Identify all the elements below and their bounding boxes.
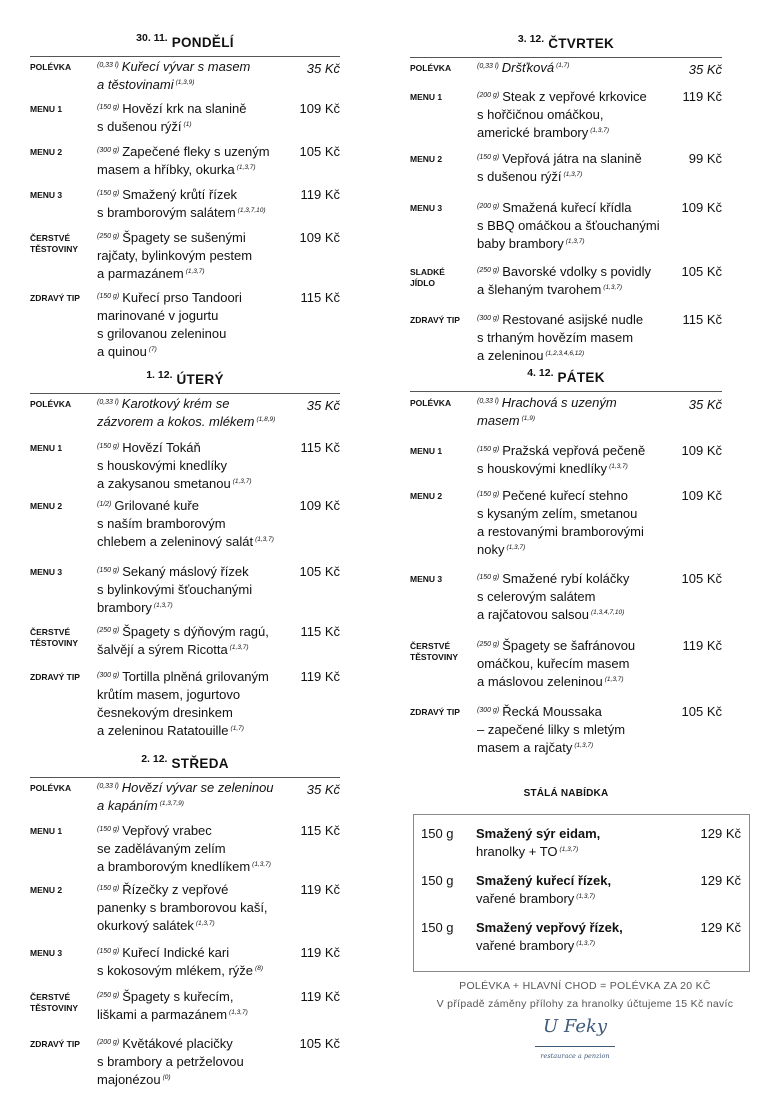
dish-line: Hovězí vývar se zeleninou xyxy=(121,780,274,795)
day-name: PONDĚLÍ xyxy=(171,35,234,50)
standing-price: 129 Kč xyxy=(700,920,741,935)
dish-description xyxy=(477,637,667,691)
dish-line: Hrachová s uzeným xyxy=(501,395,617,410)
day-date: 3. 12. xyxy=(517,33,545,45)
allergens: (1,3,9) xyxy=(175,79,195,86)
dish-line: krůtím masem, jogurtovo xyxy=(97,687,241,702)
day-header-wed xyxy=(30,755,340,773)
allergens: (1,3,7) xyxy=(563,171,583,178)
dish-line: masem xyxy=(477,413,520,428)
dish-line: masem a rajčaty xyxy=(477,740,573,755)
standing-dish-side: vařené brambory xyxy=(476,938,575,953)
dish-description xyxy=(477,199,667,253)
dish-line: s bramborovým salátem xyxy=(97,205,236,220)
dish-description xyxy=(97,186,287,222)
standing-dish xyxy=(476,825,676,861)
day-date: 1. 12. xyxy=(146,369,173,381)
dish-description xyxy=(97,944,287,980)
dish-line: chlebem a zeleninový salát xyxy=(97,534,254,549)
dish-line: majonézou xyxy=(97,1072,161,1087)
dish-line: masem a hříbky, okurka xyxy=(97,162,235,177)
menu-price: 109 Kč xyxy=(299,498,340,513)
dish-line: Zapečené fleky s uzeným xyxy=(122,144,270,159)
menu-category: POLÉVKA xyxy=(410,398,452,408)
dish-line: omáčkou, kuřecím masem xyxy=(477,656,630,671)
dish-line: Vepřový vrabec xyxy=(122,823,212,838)
dish-line: Řízečky z vepřové xyxy=(122,882,229,897)
dish-line: marinované v jogurtu xyxy=(97,308,219,323)
menu-price: 35 Kč xyxy=(306,782,340,797)
dish-description xyxy=(97,881,287,935)
menu-category: MENU 3 xyxy=(30,948,63,958)
standing-dish-name: Smažený sýr eidam, xyxy=(476,826,601,841)
dish-line: a těstovinami xyxy=(97,77,174,92)
portion-size: (300 g) xyxy=(97,672,120,679)
menu-category: ZDRAVÝ TIP xyxy=(410,707,460,717)
standing-dish-name: Smažený vepřový řízek, xyxy=(476,920,623,935)
day-name: ÚTERÝ xyxy=(176,372,224,387)
menu-price: 109 Kč xyxy=(681,200,722,215)
dish-line: s kokosovým mlékem, rýže xyxy=(97,963,254,978)
dish-line: česnekovým dresinkem xyxy=(97,705,233,720)
dish-line: Karotkový krém se xyxy=(121,396,230,411)
menu-category: ZDRAVÝ TIP xyxy=(410,315,460,325)
dish-description xyxy=(97,229,287,283)
allergens: (7) xyxy=(148,346,157,353)
menu-price: 115 Kč xyxy=(300,290,340,305)
allergens: (1,3,7) xyxy=(232,478,252,485)
dish-line: s houskovými knedlíky xyxy=(477,461,608,476)
dish-line: Hovězí krk na slanině xyxy=(122,101,247,116)
portion-size: (150 g) xyxy=(477,446,500,453)
dish-line: s brambory a petrželovou xyxy=(97,1054,244,1069)
dish-line: s kysaným zelím, smetanou xyxy=(477,506,638,521)
allergens: (1,9) xyxy=(521,415,535,422)
dish-line: Hovězí Tokáň xyxy=(122,440,201,455)
dish-description xyxy=(97,779,287,815)
menu-price: 105 Kč xyxy=(299,1036,340,1051)
portion-size: (150 g) xyxy=(97,567,120,574)
menu-category: ČERSTVÉ TĚSTOVINY xyxy=(30,233,79,254)
portion-size: (0,33 l) xyxy=(477,63,499,70)
allergens: (1,3,7) xyxy=(229,1009,248,1016)
portion-size: (0,33 l) xyxy=(97,62,119,69)
dish-line: Smažený krůtí řízek xyxy=(122,187,238,202)
logo-tagline: restaurace a penzion xyxy=(540,1052,610,1060)
dish-line: s dušenou rýží xyxy=(477,169,562,184)
day-name: ČTVRTEK xyxy=(548,36,615,51)
dish-description xyxy=(477,263,667,299)
standing-price: 129 Kč xyxy=(700,826,741,841)
divider xyxy=(410,391,722,392)
menu-category: MENU 3 xyxy=(30,190,63,200)
dish-line: a quinou xyxy=(97,344,147,359)
portion-size: (150 g) xyxy=(97,885,120,892)
menu-category: ČERSTVÉ TĚSTOVINY xyxy=(30,627,79,648)
allergens: (1,3,7) xyxy=(559,846,579,853)
menu-category: POLÉVKA xyxy=(30,399,72,409)
menu-category: MENU 1 xyxy=(410,92,443,102)
menu-category: POLÉVKA xyxy=(30,62,72,72)
portion-size: (150 g) xyxy=(97,104,120,111)
divider xyxy=(30,393,340,394)
menu-category: MENU 1 xyxy=(30,826,63,836)
portion-size: (150 g) xyxy=(97,190,120,197)
dish-line: a restovanými bramborovými xyxy=(477,524,644,539)
menu-category: MENU 2 xyxy=(30,885,63,895)
menu-category: SLADKÉ JÍDLO xyxy=(410,267,445,288)
allergens: (0) xyxy=(162,1074,171,1081)
dish-line: Steak z vepřové krkovice xyxy=(502,89,647,104)
dish-line: baby brambory xyxy=(477,236,564,251)
allergens: (1) xyxy=(183,121,192,128)
allergens: (1,2,3,4,6,12) xyxy=(545,350,585,357)
allergens: (1,3,7) xyxy=(153,602,173,609)
restaurant-logo xyxy=(525,1016,625,1072)
dish-line: Špagety s dýňovým ragú, xyxy=(122,624,269,639)
standing-weight: 150 g xyxy=(421,826,454,841)
portion-size: (150 g) xyxy=(477,574,500,581)
menu-price: 109 Kč xyxy=(299,101,340,116)
portion-size: (250 g) xyxy=(477,641,500,648)
standing-offer-title: STÁLÁ NABÍDKA xyxy=(523,788,609,799)
dish-line: liškami a parmazánem xyxy=(97,1007,228,1022)
dish-line: s BBQ omáčkou a šťouchanými xyxy=(477,218,660,233)
divider xyxy=(30,56,340,57)
portion-size: (300 g) xyxy=(97,147,120,154)
dish-line: šalvějí a sýrem Ricotta xyxy=(97,642,228,657)
portion-size: (150 g) xyxy=(477,154,500,161)
dish-description xyxy=(477,570,667,624)
allergens: (1,3,7) xyxy=(604,676,624,683)
menu-price: 35 Kč xyxy=(306,398,340,413)
allergens: (1,3,7) xyxy=(603,284,623,291)
dish-line: Grilované kuře xyxy=(114,498,199,513)
dish-line: a zeleninou Ratatouille xyxy=(97,723,229,738)
dish-line: s houskovými knedlíky xyxy=(97,458,228,473)
standing-dish xyxy=(476,872,676,908)
dish-line: s grilovanou zeleninou xyxy=(97,326,227,341)
menu-price: 109 Kč xyxy=(299,230,340,245)
menu-category: ZDRAVÝ TIP xyxy=(30,672,80,682)
menu-category: MENU 2 xyxy=(30,147,63,157)
portion-size: (250 g) xyxy=(97,627,120,634)
dish-line: Špagety se šafránovou xyxy=(502,638,636,653)
dish-line: Kuřecí prso Tandoori xyxy=(122,290,242,305)
dish-line: okurkový salátek xyxy=(97,918,194,933)
portion-size: (150 g) xyxy=(97,948,120,955)
portion-size: (0,33 l) xyxy=(97,783,119,790)
dish-line: noky xyxy=(477,542,505,557)
dish-line: Kuřecí Indické kari xyxy=(122,945,230,960)
portion-size: (300 g) xyxy=(477,315,500,322)
menu-category: MENU 3 xyxy=(410,203,443,213)
dish-description xyxy=(477,59,667,77)
menu-price: 105 Kč xyxy=(681,704,722,719)
portion-size: (250 g) xyxy=(97,992,120,999)
dish-line: Špagety s kuřecím, xyxy=(122,989,234,1004)
menu-price: 115 Kč xyxy=(682,312,722,327)
day-header-mon xyxy=(30,34,340,52)
menu-category: MENU 2 xyxy=(410,154,443,164)
menu-price: 115 Kč xyxy=(300,624,340,639)
dish-line: – zapečené lilky s mletým xyxy=(477,722,626,737)
allergens: (1,3,7) xyxy=(252,861,271,868)
portion-size: (300 g) xyxy=(477,707,500,714)
menu-price: 35 Kč xyxy=(688,397,722,412)
menu-price: 105 Kč xyxy=(681,264,722,279)
menu-category: ČERSTVÉ TĚSTOVINY xyxy=(30,992,79,1013)
day-name: STŘEDA xyxy=(171,756,229,771)
menu-category: POLÉVKA xyxy=(410,63,452,73)
dish-description xyxy=(97,623,287,659)
menu-price: 115 Kč xyxy=(300,440,340,455)
dish-line: Bavorské vdolky s povidly xyxy=(502,264,652,279)
dish-line: a šlehaným tvarohem xyxy=(477,282,602,297)
menu-price: 105 Kč xyxy=(299,144,340,159)
portion-size: (200 g) xyxy=(477,92,500,99)
portion-size: (250 g) xyxy=(97,233,120,240)
standing-offer-box xyxy=(413,814,750,972)
standing-weight: 150 g xyxy=(421,873,454,888)
dish-description xyxy=(97,668,287,740)
dish-description xyxy=(477,150,667,186)
dish-line: a bramborovým knedlíkem xyxy=(97,859,251,874)
menu-category: MENU 3 xyxy=(30,567,63,577)
portion-size: (1/2) xyxy=(97,501,112,508)
dish-description xyxy=(97,439,287,493)
dish-line: s hořčičnou omáčkou, xyxy=(477,107,604,122)
menu-price: 35 Kč xyxy=(306,61,340,76)
allergens: (1,3,7,10) xyxy=(237,207,266,214)
allergens: (1,3,7) xyxy=(229,644,249,651)
fries-note: V případě záměny přílohy za hranolky účtujeme 15 Kč navíc xyxy=(436,998,734,1010)
dish-line: a zakysanou smetanou xyxy=(97,476,231,491)
allergens: (1,7) xyxy=(556,62,570,69)
dish-line: Pečené kuřecí stehno xyxy=(502,488,628,503)
day-date: 4. 12. xyxy=(527,367,554,379)
menu-price: 109 Kč xyxy=(681,443,722,458)
portion-size: (150 g) xyxy=(97,443,120,450)
dish-description xyxy=(477,311,667,365)
dish-line: Smažená kuřecí křídla xyxy=(502,200,632,215)
dish-line: brambory xyxy=(97,600,152,615)
menu-price: 99 Kč xyxy=(688,151,722,166)
menu-category: MENU 3 xyxy=(410,574,443,584)
dish-line: a rajčatovou salsou xyxy=(477,607,590,622)
dish-description xyxy=(97,988,287,1024)
menu-price: 119 Kč xyxy=(300,882,340,897)
menu-price: 105 Kč xyxy=(681,571,722,586)
portion-size: (0,33 l) xyxy=(477,398,499,405)
dish-line: Tortilla plněná grilovaným xyxy=(122,669,269,684)
dish-description xyxy=(97,395,287,431)
menu-category: MENU 2 xyxy=(410,491,443,501)
dish-line: Sekaný máslový řízek xyxy=(122,564,249,579)
dish-line: Špagety se sušenými xyxy=(122,230,246,245)
standing-dish xyxy=(476,919,676,955)
menu-category: ZDRAVÝ TIP xyxy=(30,1039,80,1049)
dish-description xyxy=(477,442,667,478)
menu-category: MENU 1 xyxy=(30,104,63,114)
day-header-fri xyxy=(410,369,722,387)
dish-line: a kapáním xyxy=(97,798,158,813)
allergens: (8) xyxy=(255,965,263,972)
dish-line: a parmazánem xyxy=(97,266,184,281)
menu-price: 105 Kč xyxy=(299,564,340,579)
day-name: PÁTEK xyxy=(557,370,605,385)
allergens: (1,3,7) xyxy=(506,544,526,551)
divider xyxy=(30,777,340,778)
dish-line: a zeleninou xyxy=(477,348,544,363)
allergens: (1,3,7) xyxy=(609,463,628,470)
dish-line: panenky s bramborovou kaší, xyxy=(97,900,268,915)
dish-description xyxy=(477,703,667,757)
menu-price: 119 Kč xyxy=(300,187,340,202)
portion-size: (250 g) xyxy=(477,267,500,274)
dish-description xyxy=(97,100,287,136)
combo-note: POLÉVKA + HLAVNÍ CHOD = POLÉVKA ZA 20 KČ xyxy=(459,980,711,992)
dish-description xyxy=(97,497,287,551)
dish-description xyxy=(97,58,287,94)
dish-description xyxy=(97,143,287,179)
dish-line: s bylinkovými šťouchanými xyxy=(97,582,253,597)
standing-weight: 150 g xyxy=(421,920,454,935)
menu-category: POLÉVKA xyxy=(30,783,72,793)
dish-line: se zadělávaným zelím xyxy=(97,841,226,856)
allergens: (1,3,7) xyxy=(574,742,594,749)
portion-size: (200 g) xyxy=(477,203,500,210)
dish-description xyxy=(477,88,667,142)
allergens: (1,3,7) xyxy=(576,940,596,947)
day-date: 2. 12. xyxy=(141,753,168,765)
allergens: (1,3,7) xyxy=(565,238,585,245)
portion-size: (150 g) xyxy=(477,491,500,498)
dish-line: Květákové placičky xyxy=(122,1036,233,1051)
dish-line: zázvorem a kokos. mlékem xyxy=(97,414,255,429)
dish-line: s celerovým salátem xyxy=(477,589,596,604)
menu-category: ZDRAVÝ TIP xyxy=(30,293,80,303)
menu-category: MENU 2 xyxy=(30,501,63,511)
dish-line: Řecká Moussaka xyxy=(502,704,602,719)
dish-description xyxy=(477,394,667,430)
standing-price: 129 Kč xyxy=(700,873,741,888)
menu-price: 115 Kč xyxy=(300,823,340,838)
divider xyxy=(410,57,722,58)
allergens: (1,3,7) xyxy=(185,268,205,275)
portion-size: (0,33 l) xyxy=(97,399,119,406)
dish-line: Vepřová játra na slanině xyxy=(502,151,642,166)
day-date: 30. 11. xyxy=(136,32,168,44)
menu-price: 109 Kč xyxy=(681,488,722,503)
allergens: (1,3,7) xyxy=(576,893,596,900)
dish-line: Restované asijské nudle xyxy=(502,312,644,327)
allergens: (1,3,7) xyxy=(195,920,215,927)
dish-description xyxy=(97,1035,287,1089)
allergens: (1,8,9) xyxy=(256,416,276,423)
menu-price: 119 Kč xyxy=(682,89,722,104)
dish-line: Smažené rybí koláčky xyxy=(502,571,630,586)
menu-category: ČERSTVÉ TĚSTOVINY xyxy=(410,641,459,662)
dish-description xyxy=(97,289,287,361)
dish-description xyxy=(97,563,287,617)
portion-size: (150 g) xyxy=(97,293,120,300)
day-header-thu xyxy=(410,35,722,53)
standing-dish-side: vařené brambory xyxy=(476,891,575,906)
dish-line: Kuřecí vývar s masem xyxy=(121,59,251,74)
menu-category: MENU 1 xyxy=(30,443,63,453)
dish-line: rajčaty, bylinkovým pestem xyxy=(97,248,253,263)
standing-dish-side: hranolky + TO xyxy=(476,844,558,859)
allergens: (1,3,7) xyxy=(590,127,610,134)
day-header-tue xyxy=(30,371,340,389)
menu-price: 119 Kč xyxy=(300,945,340,960)
menu-price: 119 Kč xyxy=(300,989,340,1004)
logo-underline xyxy=(535,1046,615,1047)
dish-description xyxy=(477,487,667,559)
allergens: (1,7) xyxy=(230,725,244,732)
menu-price: 119 Kč xyxy=(682,638,722,653)
portion-size: (150 g) xyxy=(97,826,120,833)
allergens: (1,3,7) xyxy=(236,164,256,171)
allergens: (1,3,7,9) xyxy=(159,800,184,807)
dish-line: s trhaným hovězím masem xyxy=(477,330,634,345)
dish-line: americké brambory xyxy=(477,125,589,140)
dish-line: Pražská vepřová pečeně xyxy=(502,443,646,458)
allergens: (1,3,7) xyxy=(255,536,274,543)
dish-line: Dršťková xyxy=(501,60,555,75)
dish-line: s dušenou rýží xyxy=(97,119,182,134)
standing-dish-name: Smažený kuřecí řízek, xyxy=(476,873,612,888)
dish-description xyxy=(97,822,287,876)
menu-category: MENU 1 xyxy=(410,446,443,456)
portion-size: (200 g) xyxy=(97,1039,120,1046)
dish-line: a máslovou zeleninou xyxy=(477,674,603,689)
dish-line: s naším bramborovým xyxy=(97,516,226,531)
allergens: (1,3,4,7,10) xyxy=(591,609,625,616)
logo-name: U Feky xyxy=(542,1016,608,1037)
menu-price: 119 Kč xyxy=(300,669,340,684)
menu-price: 35 Kč xyxy=(688,62,722,77)
